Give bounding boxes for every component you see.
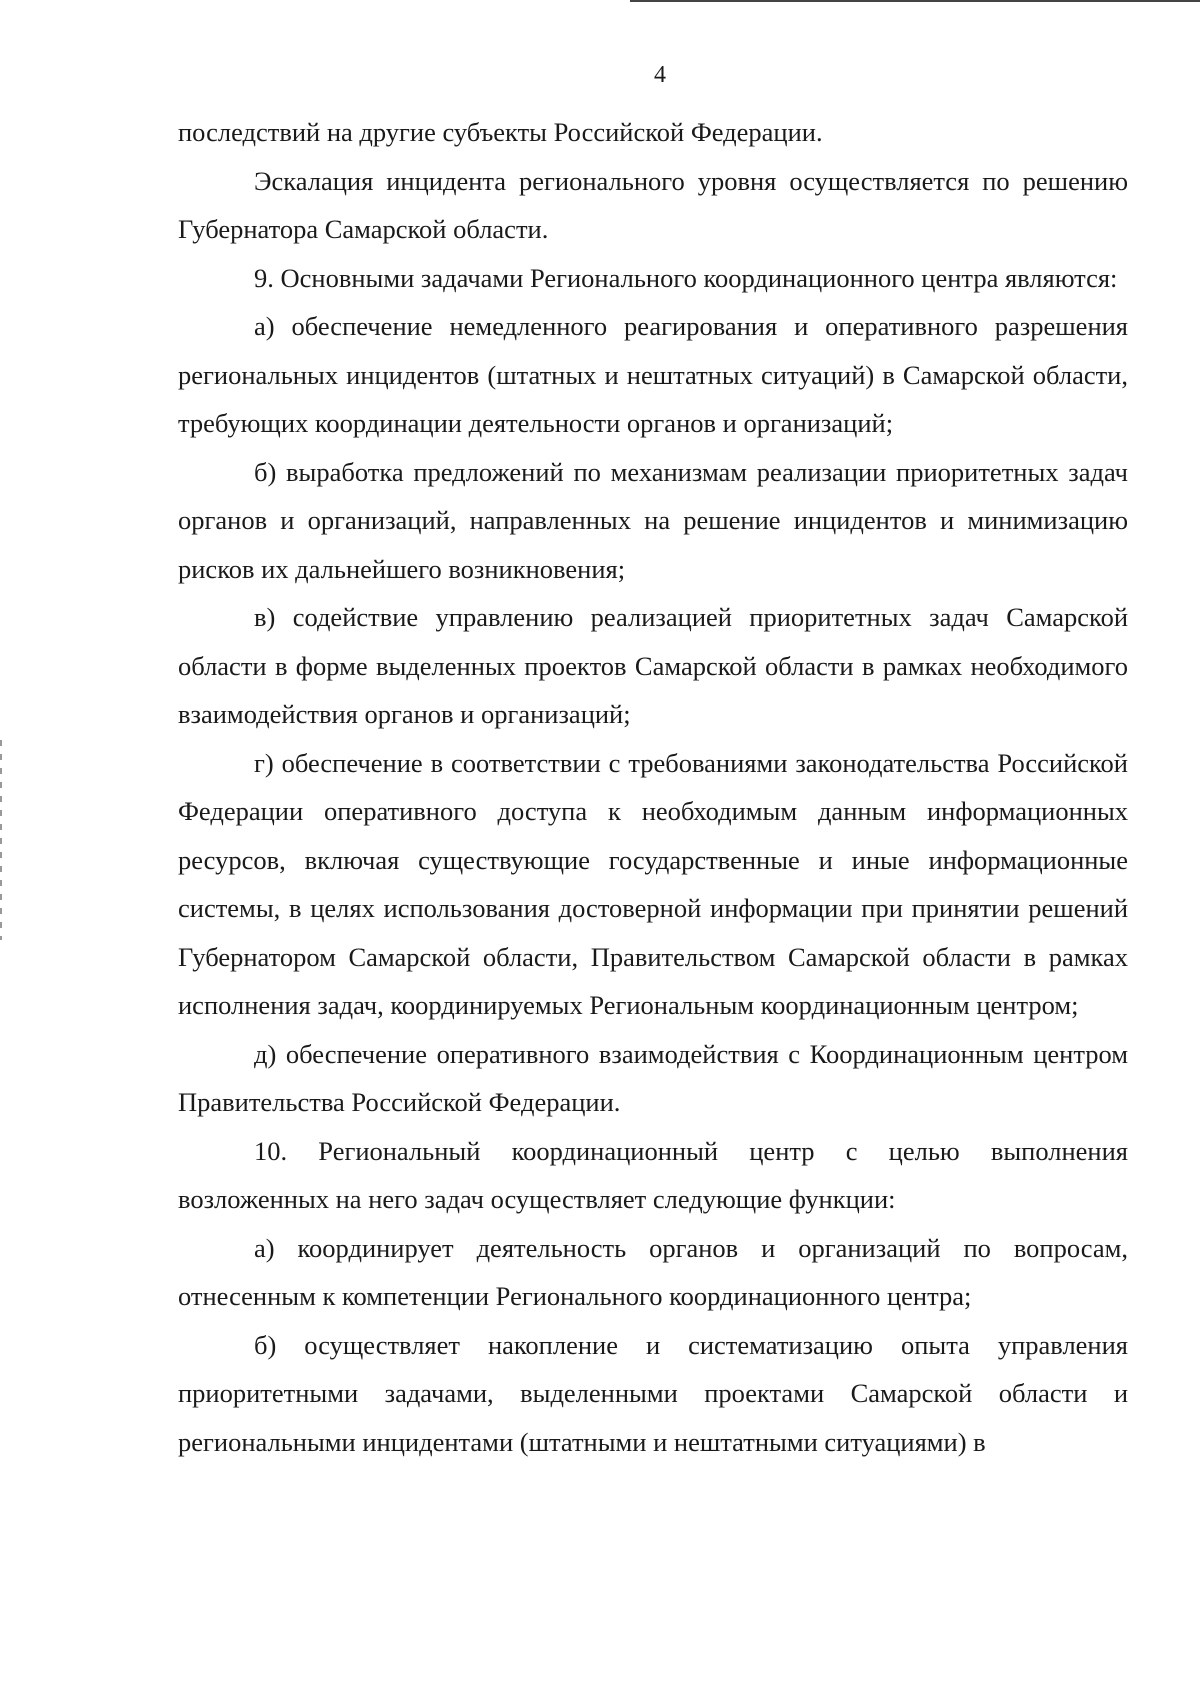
- document-body: [178, 108, 1128, 1466]
- scan-edge-line: [630, 0, 1200, 2]
- paragraph-item-10a: а) координирует деятельность органов и организаций по вопросам, отнесенным к компетенции Регионального координационного центра;: [178, 1232, 1128, 1311]
- paragraph-item-9b: б) выработка предложений по механизмам реализации приоритетных задач органов и организаций, направленных на решение инцидентов и минимизацию рисков их дальнейшего возникновения;: [178, 456, 1128, 584]
- paragraph-item-9a: а) обеспечение немедленного реагирования и оперативного разрешения региональных инцидентов (штатных и нештатных ситуаций) в Самарской области, требующих координации деятельности органов и организаций;: [178, 311, 1128, 438]
- paragraph-continuation: последствий на другие субъекты Российской Федерации.: [178, 117, 823, 147]
- paragraph-item-10: 10. Региональный координационный центр с целью выполнения возложенных на него задач осуществляет следующие функции:: [178, 1135, 1128, 1214]
- paragraph-item-10b: б) осуществляет накопление и систематизацию опыта управления приоритетными задачами, выделенными проектами Самарской области и региональными инцидентами (штатными и нештатными ситуациями) в: [178, 1329, 1128, 1457]
- paragraph-item-9g: г) обеспечение в соответствии с требованиями законодательства Российской Федерации оперативного доступа к необходимым данным информационных ресурсов, включая существующие государственные и иные информационные системы, в целях использования достоверной информации при принятии решений Губернатором Самарской области, Правительством Самарской области в рамках исполнения задач, координируемых Региональным координационным центром;: [178, 747, 1128, 1020]
- paragraph-escalation: Эскалация инцидента регионального уровня осуществляется по решению Губернатора Самарской области.: [178, 165, 1128, 244]
- paragraph-item-9: 9. Основными задачами Регионального координационного центра являются:: [254, 262, 1118, 293]
- paragraph-item-9v: в) содействие управлению реализацией приоритетных задач Самарской области в форме выделенных проектов Самарской области в рамках необходимого взаимодействия органов и организаций;: [178, 602, 1128, 729]
- scan-edge-marks: [0, 740, 2, 940]
- paragraph-item-9d: д) обеспечение оперативного взаимодействия с Координационным центром Правительства Российской Федерации.: [178, 1038, 1128, 1117]
- page-number: 4: [654, 62, 666, 88]
